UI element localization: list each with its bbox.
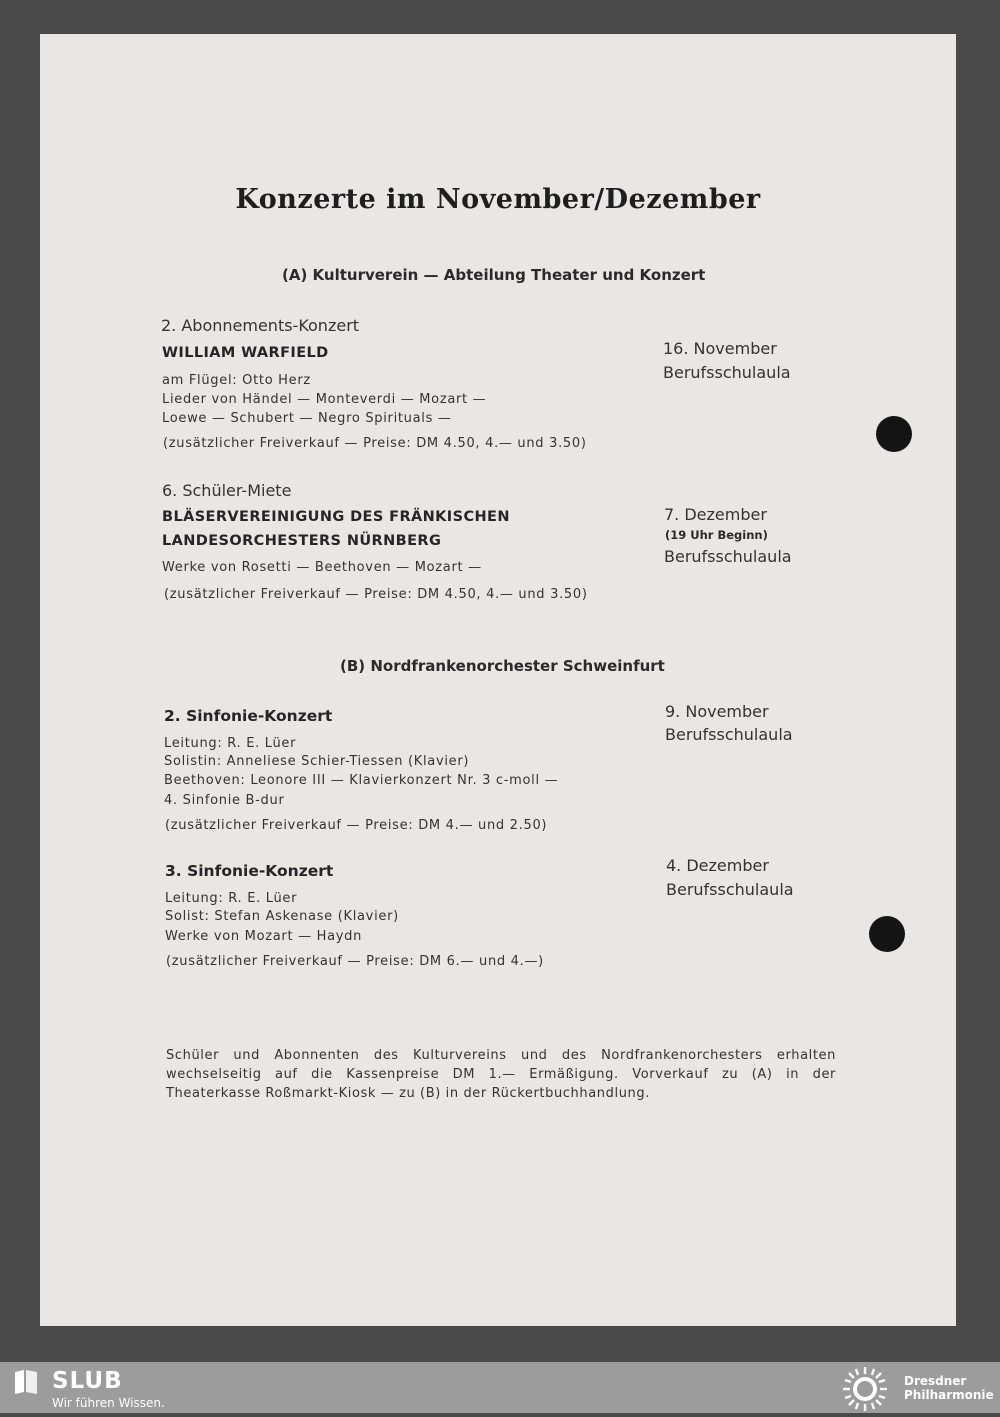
concert-title: 2. Sinfonie-Konzert bbox=[164, 707, 333, 725]
event-date: 7. Dezember bbox=[664, 505, 767, 524]
event-venue: Berufsschulaula bbox=[663, 363, 791, 382]
page-title: Konzerte im November/Dezember bbox=[235, 184, 761, 215]
concert-date: 4. Dezember bbox=[666, 856, 769, 875]
event-series: 2. Abonnements-Konzert bbox=[161, 316, 360, 335]
concert-detail: Beethoven: Leonore III — Klavierkonzert Nr. 3 c-moll — bbox=[164, 773, 559, 788]
footer-bar bbox=[0, 1362, 1000, 1413]
concert-detail: Werke von Mozart — Haydn bbox=[165, 929, 363, 944]
event-prices: (zusätzlicher Freiverkauf — Preise: DM 4.50, 4.— und 3.50) bbox=[164, 587, 588, 602]
concert-venue: Berufsschulaula bbox=[666, 880, 794, 899]
book-icon bbox=[12, 1368, 40, 1396]
discount-note: Schüler und Abonnenten des Kulturvereins und des Nordfrankenorchesters erhalten wechselseitig auf die Kassenpreise DM 1.— Ermäßigung. Vorverkauf zu (A) in der Theaterkasse Roßmarkt-Kiosk — zu (B) in der Rückertbuchhandlung. bbox=[166, 1048, 836, 1101]
slub-logo-text[interactable]: SLUB bbox=[52, 1368, 123, 1394]
event-artist: BLÄSERVEREINIGUNG DES FRÄNKISCHEN bbox=[162, 509, 510, 525]
document-page bbox=[40, 34, 956, 1326]
event-prices: (zusätzlicher Freiverkauf — Preise: DM 4.50, 4.— und 3.50) bbox=[163, 436, 587, 451]
event-artist: WILLIAM WARFIELD bbox=[162, 345, 329, 361]
concert-detail: Solistin: Anneliese Schier-Tiessen (Klavier) bbox=[164, 754, 470, 769]
philharmonie-logo-text[interactable]: Dresdner Philharmonie bbox=[904, 1374, 994, 1402]
event-detail: Loewe — Schubert — Negro Spirituals — bbox=[162, 411, 452, 426]
concert-venue: Berufsschulaula bbox=[665, 725, 793, 744]
concert-prices: (zusätzlicher Freiverkauf — Preise: DM 4.— und 2.50) bbox=[165, 818, 548, 833]
punch-hole bbox=[869, 916, 905, 952]
sunburst-logo-icon bbox=[841, 1365, 889, 1413]
event-date: 16. November bbox=[663, 339, 777, 358]
event-detail: Werke von Rosetti — Beethoven — Mozart — bbox=[162, 560, 482, 575]
concert-detail: Leitung: R. E. Lüer bbox=[165, 891, 298, 906]
punch-hole bbox=[876, 416, 912, 452]
concert-detail: Solist: Stefan Askenase (Klavier) bbox=[165, 909, 399, 924]
event-start-time: (19 Uhr Beginn) bbox=[665, 528, 768, 542]
concert-detail: Leitung: R. E. Lüer bbox=[164, 736, 297, 751]
section-b-heading: (B) Nordfrankenorchester Schweinfurt bbox=[340, 657, 665, 675]
event-series: 6. Schüler-Miete bbox=[162, 481, 292, 500]
slub-tagline: Wir führen Wissen. bbox=[52, 1396, 165, 1410]
event-venue: Berufsschulaula bbox=[664, 547, 792, 566]
concert-date: 9. November bbox=[665, 702, 769, 721]
concert-prices: (zusätzlicher Freiverkauf — Preise: DM 6.— und 4.—) bbox=[166, 954, 544, 969]
event-artist: LANDESORCHESTERS NÜRNBERG bbox=[162, 533, 442, 549]
event-detail: Lieder von Händel — Monteverdi — Mozart — bbox=[162, 392, 487, 407]
concert-title: 3. Sinfonie-Konzert bbox=[165, 862, 334, 880]
event-detail: am Flügel: Otto Herz bbox=[162, 373, 311, 388]
concert-detail: 4. Sinfonie B-dur bbox=[164, 793, 285, 808]
section-a-heading: (A) Kulturverein — Abteilung Theater und Konzert bbox=[282, 266, 706, 284]
